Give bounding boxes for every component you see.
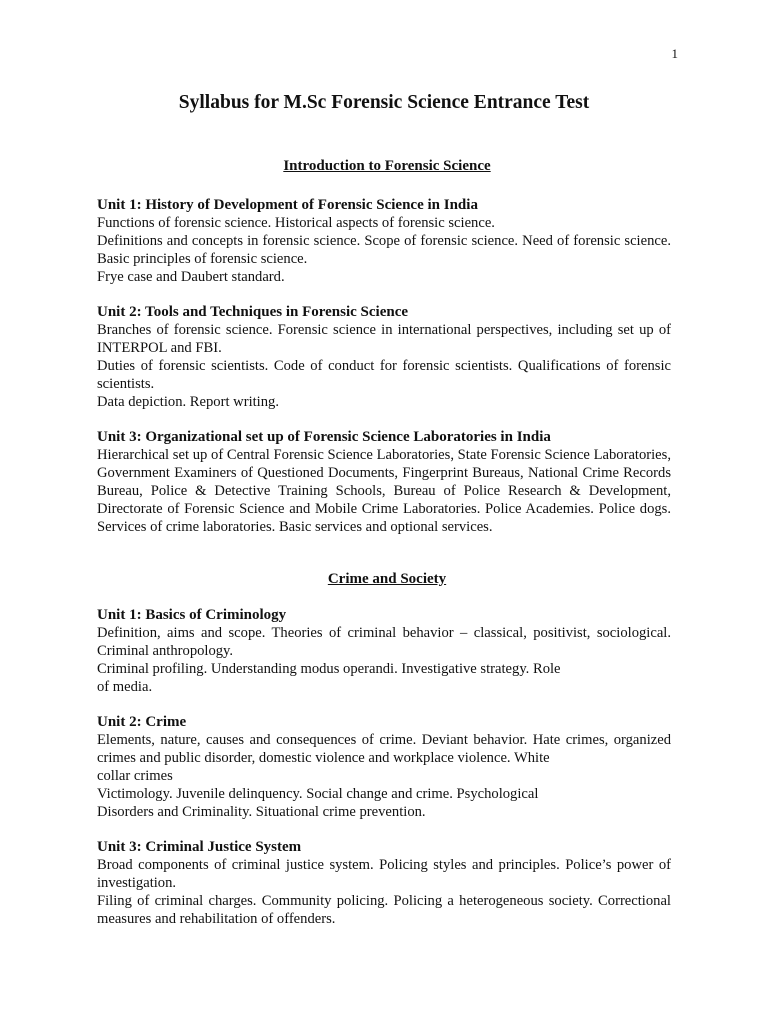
unit-title: Unit 2: Tools and Techniques in Forensic Science xyxy=(97,304,409,320)
unit-block xyxy=(97,303,671,411)
unit-paragraph: Victimology. Juvenile delinquency. Social change and crime. Psychological xyxy=(97,786,539,802)
unit-paragraph: Hierarchical set up of Central Forensic Science Laboratories, State Forensic Science Laboratories, Government Examiners of Questioned Documents, Fingerprint Bureaus, National Crime Records Bureau, Police & Detective Training Schools, Bureau of Police Research & Development, Directorate of Forensic Science and Mobile Crime Laboratories. Police Academies. Police dogs. Services of crime laboratories. Basic services and optional services. xyxy=(97,447,671,535)
unit-block xyxy=(97,606,671,696)
unit-title: Unit 1: History of Development of Forensic Science in India xyxy=(97,197,478,213)
unit-block xyxy=(97,428,671,536)
unit-paragraph: collar crimes xyxy=(97,768,173,784)
unit-paragraph: Criminal profiling. Understanding modus operandi. Investigative strategy. Role xyxy=(97,661,561,677)
unit-paragraph: Broad components of criminal justice system. Policing styles and principles. Police’s power of investigation. xyxy=(97,857,671,891)
unit-title: Unit 1: Basics of Criminology xyxy=(97,607,287,623)
unit-title: Unit 3: Criminal Justice System xyxy=(97,839,302,855)
unit-block xyxy=(97,196,671,286)
unit-paragraph: Frye case and Daubert standard. xyxy=(97,269,285,285)
unit-paragraph: Duties of forensic scientists. Code of conduct for forensic scientists. Qualifications of forensic scientists. xyxy=(97,358,671,392)
unit-block xyxy=(97,838,671,928)
section-heading-intro: Introduction to Forensic Science xyxy=(283,158,491,174)
unit-paragraph: Data depiction. Report writing. xyxy=(97,394,279,410)
unit-paragraph: Functions of forensic science. Historical aspects of forensic science. xyxy=(97,215,495,231)
unit-block xyxy=(97,713,671,821)
unit-title: Unit 2: Crime xyxy=(97,714,187,730)
unit-paragraph: Filing of criminal charges. Community policing. Policing a heterogeneous society. Correctional measures and rehabilitation of offenders. xyxy=(97,893,671,927)
unit-paragraph: Elements, nature, causes and consequences of crime. Deviant behavior. Hate crimes, organized crimes and public disorder, domestic violence and workplace violence. White xyxy=(97,732,671,766)
document-title: Syllabus for M.Sc Forensic Science Entrance Test xyxy=(178,92,590,113)
page-number: 1 xyxy=(671,46,678,61)
unit-paragraph: Branches of forensic science. Forensic science in international perspectives, including set up of INTERPOL and FBI. xyxy=(97,322,671,356)
unit-paragraph: Disorders and Criminality. Situational crime prevention. xyxy=(97,804,426,820)
unit-paragraph: of media. xyxy=(97,679,153,695)
unit-title: Unit 3: Organizational set up of Forensic Science Laboratories in India xyxy=(97,429,551,445)
section-heading-crime-society: Crime and Society xyxy=(327,571,447,587)
unit-paragraph: Definitions and concepts in forensic science. Scope of forensic science. Need of forensic science. Basic principles of forensic science. xyxy=(97,233,671,267)
unit-paragraph: Definition, aims and scope. Theories of criminal behavior – classical, positivist, sociological. Criminal anthropology. xyxy=(97,625,671,659)
